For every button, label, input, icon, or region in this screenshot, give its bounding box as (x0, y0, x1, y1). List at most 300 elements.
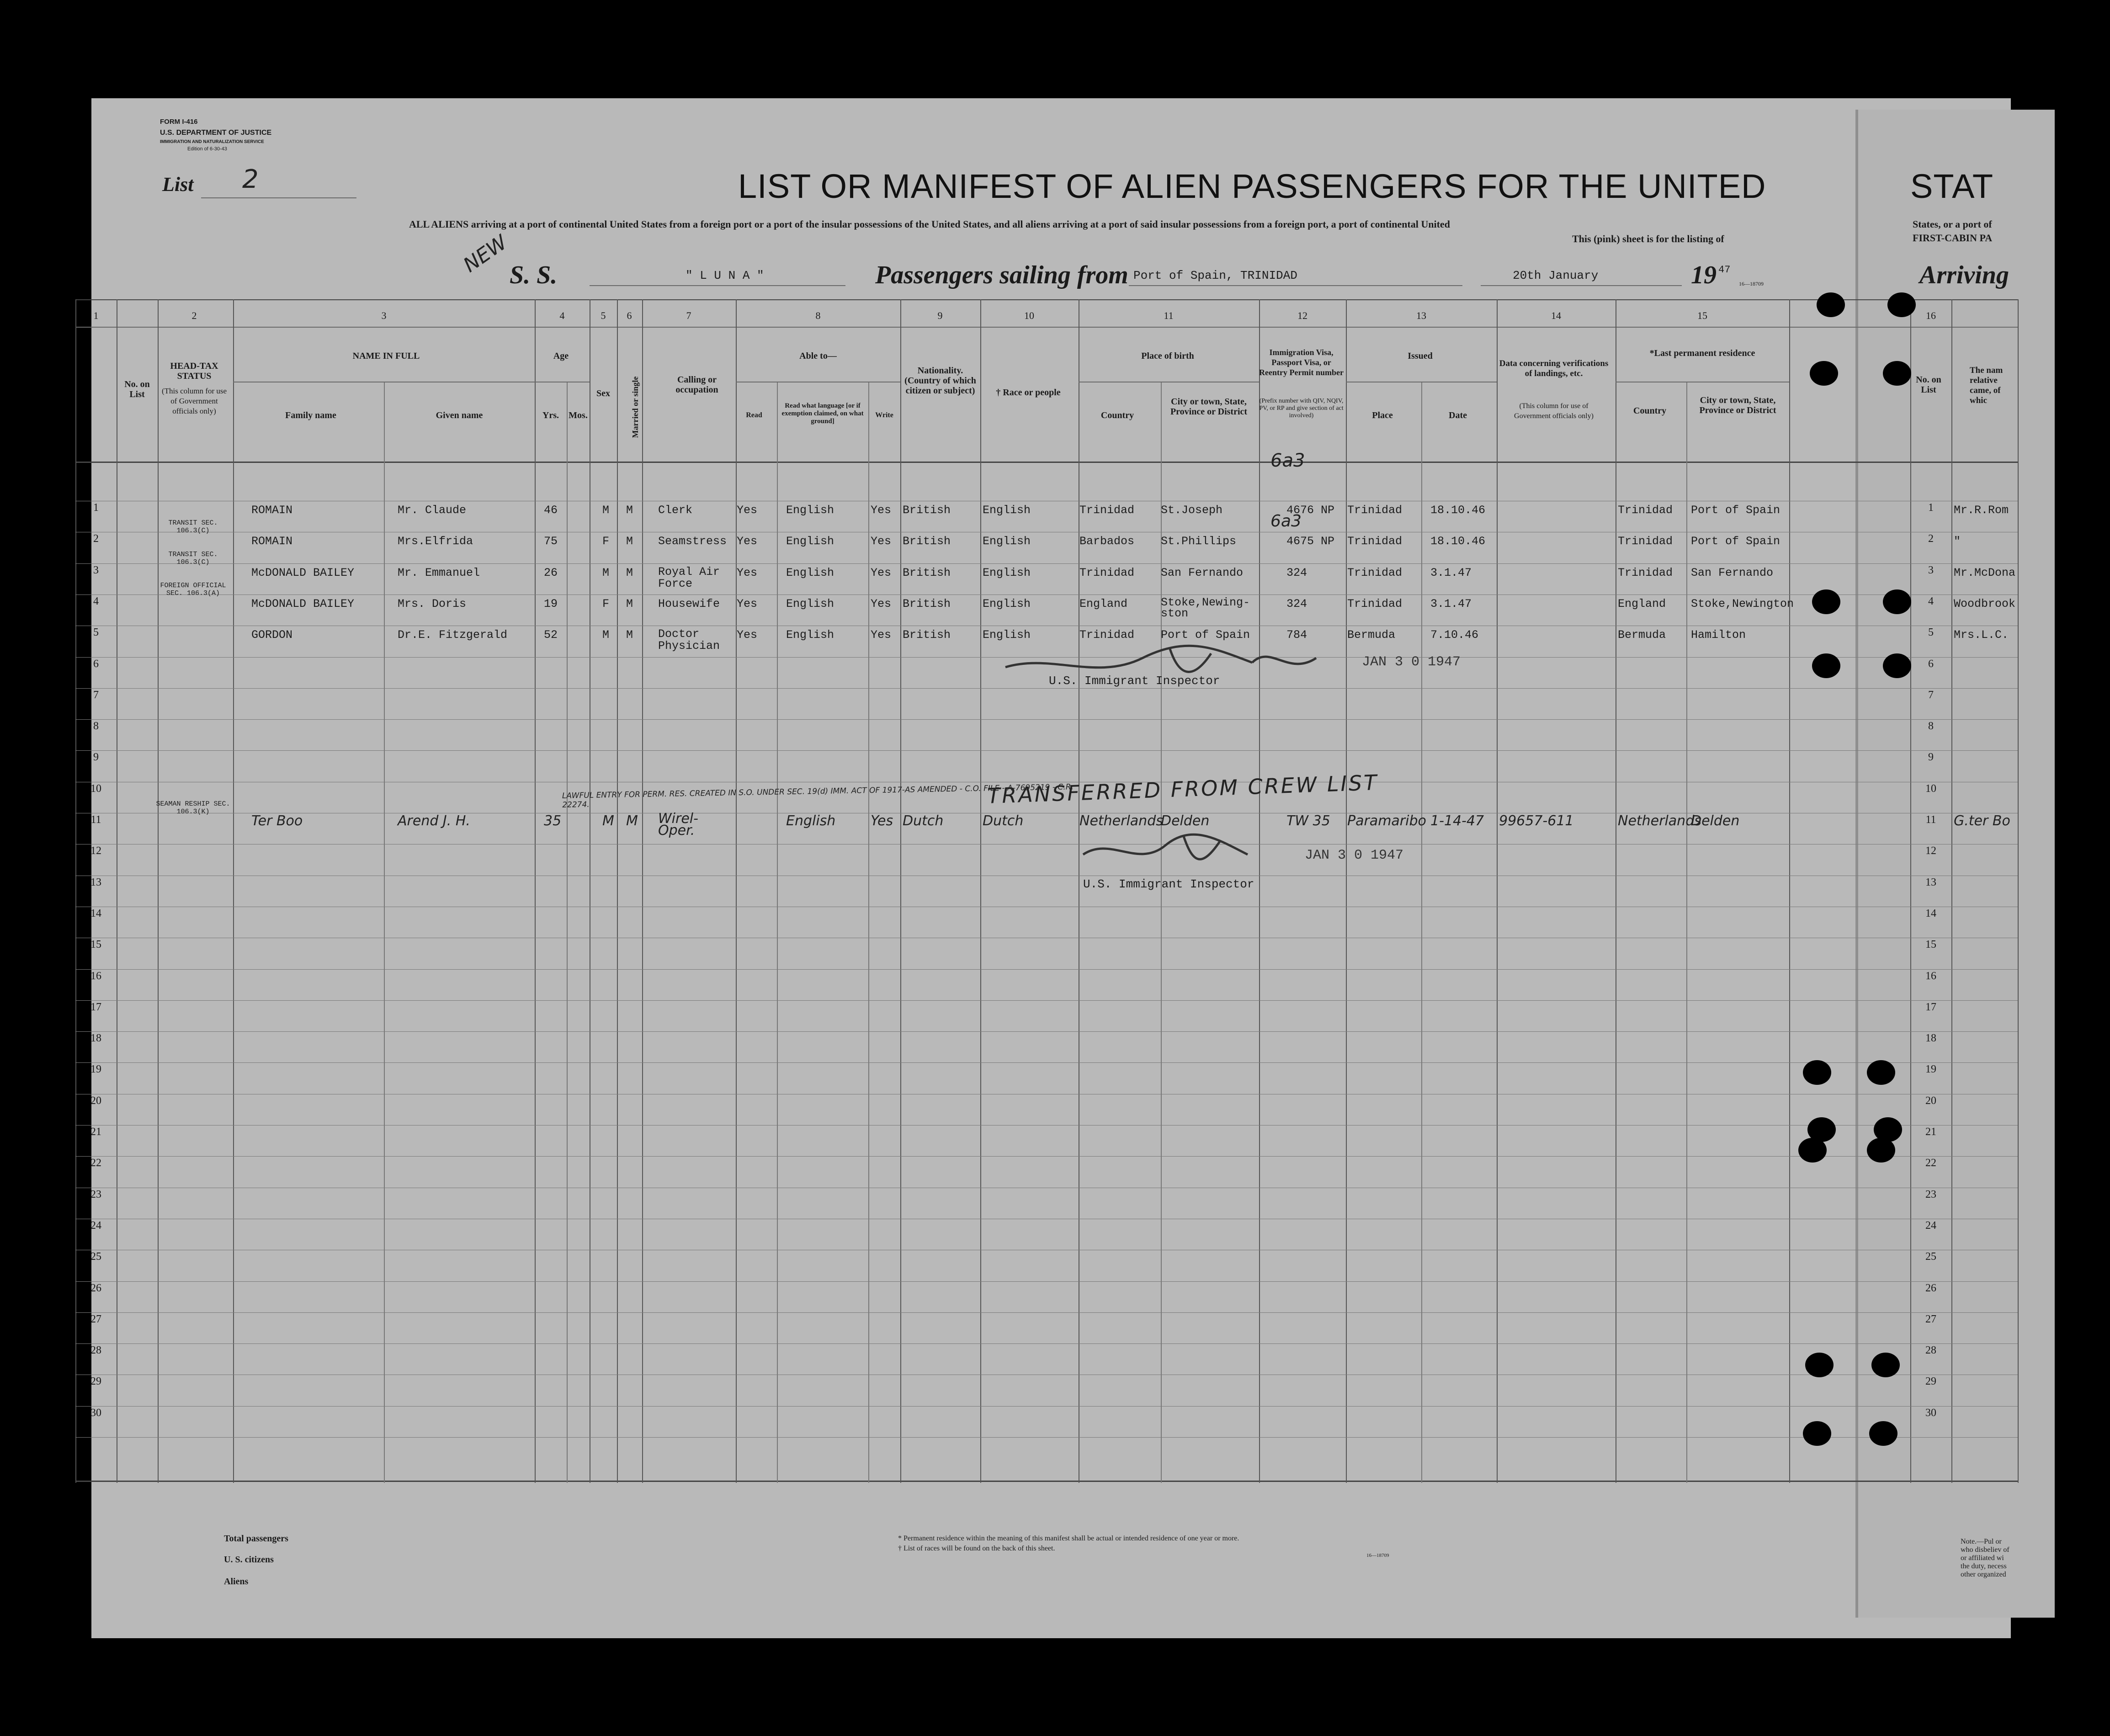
cell-res-country: Bermuda (1618, 628, 1666, 642)
cell-right: " (1954, 535, 1961, 548)
cell-birth-city: Delden (1161, 813, 1210, 829)
cell-sex: M (602, 566, 610, 579)
sailing-date: 20th January (1513, 269, 1599, 282)
cell-nationality: British (903, 535, 951, 548)
column-divider (158, 299, 159, 1483)
cell-occupation: Clerk (658, 504, 693, 517)
cell-nationality: British (903, 566, 951, 579)
row-number: 5 (1928, 626, 1934, 639)
footer-aliens: Aliens (224, 1577, 249, 1587)
header-age: Age (553, 351, 569, 361)
ss-label: S. S. (510, 261, 558, 289)
cell-married: M (626, 597, 633, 611)
inspector-signature-1 (996, 635, 1362, 699)
row-number: 23 (1925, 1188, 1936, 1200)
cell-issued-place: Trinidad (1347, 535, 1403, 548)
column-number: 9 (937, 310, 943, 321)
cell-issued-place: Trinidad (1347, 504, 1403, 517)
row-number: 3 (93, 564, 99, 576)
cell-nationality: Dutch (903, 813, 944, 829)
cell-res-country: Trinidad (1618, 566, 1673, 579)
column-number: 16 (1926, 310, 1936, 321)
punch-hole (1883, 361, 1911, 386)
column-divider (642, 299, 643, 1483)
cell-nationality: British (903, 597, 951, 611)
row-number: 12 (90, 845, 101, 857)
punch-hole (1887, 292, 1916, 317)
cell-age: 75 (544, 535, 558, 548)
cell-occupation: Housewife (658, 597, 720, 611)
cell-visa: 4675 NP (1286, 535, 1335, 548)
cell-language: English (786, 813, 836, 829)
punch-hole (1867, 1138, 1895, 1163)
cell-married: M (626, 566, 633, 579)
header-mos: Mos. (569, 410, 588, 420)
cell-family: McDONALD BAILEY (251, 566, 355, 579)
inspector-label-2: U.S. Immigrant Inspector (1083, 877, 1254, 891)
head-tax-status: FOREIGN OFFICIAL SEC. 106.3(A) (160, 581, 226, 597)
row-number: 4 (93, 595, 99, 607)
header-verifications: Data concerning verifications of landings, etc. (1499, 359, 1609, 378)
row-number: 21 (1925, 1126, 1936, 1138)
punch-hole (1805, 1353, 1834, 1377)
row-number: 28 (1925, 1344, 1936, 1357)
row-line (75, 969, 2018, 970)
cell-write: Yes (871, 628, 892, 642)
row-number: 7 (1928, 689, 1934, 701)
header-issued-date: Date (1449, 410, 1467, 420)
cell-issued-date: 7.10.46 (1430, 628, 1479, 642)
manifest-title-continuation: STAT (1910, 167, 1994, 205)
column-number: 15 (1697, 310, 1707, 321)
header-no-on-list: No. on List (124, 379, 150, 399)
punch-hole (1883, 589, 1911, 614)
header-residence-country: Country (1633, 406, 1667, 416)
row-number: 14 (1925, 907, 1936, 919)
new-mark: NEW (459, 230, 512, 277)
column-divider (1259, 299, 1260, 1483)
sub-column-divider (384, 382, 385, 1483)
cell-write: Yes (871, 504, 892, 517)
column-divider (617, 299, 618, 1483)
punch-hole (1803, 1421, 1831, 1446)
row-number: 29 (90, 1375, 101, 1388)
port-of-departure: Port of Spain, TRINIDAD (1133, 269, 1297, 282)
row-number: 18 (90, 1032, 101, 1045)
header-verifications-note: (This column for use of Government officials only) (1514, 402, 1594, 420)
header-given-name: Given name (436, 410, 483, 420)
row-number: 10 (1925, 782, 1936, 795)
row-number: 2 (93, 533, 99, 545)
column-number: 12 (1297, 310, 1307, 321)
header-able-to: Able to— (799, 351, 837, 361)
cell-res-city: Stoke,Newington (1691, 597, 1794, 611)
row-number: 19 (1925, 1063, 1936, 1076)
cell-issued-date: 18.10.46 (1430, 504, 1486, 517)
row-number: 12 (1925, 845, 1936, 857)
header-issued: Issued (1408, 351, 1433, 361)
column-divider (736, 299, 737, 1483)
cell-birth-city: Stoke,Newing-ston (1161, 595, 1250, 620)
cell-read: Yes (737, 504, 758, 517)
cell-issued-place: Bermuda (1347, 628, 1396, 642)
row-number: 21 (90, 1126, 101, 1138)
cell-age: 35 (544, 813, 562, 829)
ship-name: " L U N A " (686, 269, 764, 282)
row-number: 24 (1925, 1219, 1936, 1232)
punch-hole (1812, 589, 1840, 614)
header-right-partial: The nam relative came, of whic (1970, 366, 2003, 405)
punch-hole (1869, 1421, 1897, 1446)
cell-birth-city: San Fernando (1161, 566, 1244, 579)
cell-birth-country: Trinidad (1079, 504, 1135, 517)
cell-read: Yes (737, 597, 758, 611)
cell-res-city: Port of Spain (1691, 504, 1780, 517)
cell-write: Yes (871, 597, 892, 611)
column-divider (980, 299, 981, 1483)
punch-hole (1867, 1060, 1895, 1085)
row-line (75, 1031, 2018, 1032)
cell-write: Yes (871, 566, 892, 579)
row-line (75, 1406, 2018, 1407)
column-number: 5 (601, 310, 606, 321)
row-line (75, 1437, 2018, 1438)
cell-sex: M (602, 628, 610, 642)
cell-res-country: Trinidad (1618, 535, 1673, 548)
cell-sex: M (602, 813, 614, 829)
header-married: Married or single (631, 376, 640, 438)
punch-hole (1803, 1060, 1831, 1085)
head-tax-status: TRANSIT SEC. 106.3(C) (168, 550, 218, 566)
footer-note-2: † List of races will be found on the back of this sheet. (898, 1545, 1055, 1552)
row-number: 9 (1928, 751, 1934, 764)
footer-us-citizens: U. S. citizens (224, 1555, 274, 1565)
row-number: 29 (1925, 1375, 1936, 1388)
column-number: 1 (93, 310, 99, 321)
row-number: 16 (1925, 970, 1936, 982)
row-line (75, 1343, 2018, 1344)
header-sex: Sex (596, 388, 610, 398)
cell-sex: F (602, 535, 610, 548)
head-tax-status: SEAMAN RESHIP SEC. 106.3(K) (156, 800, 230, 816)
cell-birth-country: Trinidad (1079, 566, 1135, 579)
cell-issued-place: Trinidad (1347, 597, 1403, 611)
punch-hole (1798, 1138, 1827, 1163)
cell-birth-country: Netherlands (1079, 813, 1163, 829)
manifest-sheet (91, 98, 2011, 1638)
row-number: 20 (90, 1094, 101, 1107)
punch-hole (1883, 653, 1911, 678)
cell-read: Yes (737, 566, 758, 579)
footer-note-1: * Permanent residence within the meaning of this manifest shall be actual or intended residence of one year or more. (898, 1534, 1239, 1542)
punch-hole (1812, 653, 1840, 678)
sub-column-divider (1421, 382, 1422, 1483)
row-line (75, 719, 2018, 720)
row-number: 19 (90, 1063, 101, 1076)
inspector-signature-2 (1074, 827, 1302, 882)
cell-family: GORDON (251, 628, 293, 642)
cell-res-city: Hamilton (1691, 628, 1746, 642)
row-line (75, 1000, 2018, 1001)
header-read: Read (746, 411, 762, 419)
arriving-label: Arriving (1919, 261, 2009, 289)
cell-language: English (786, 628, 834, 642)
row-number: 26 (1925, 1282, 1936, 1294)
row-number: 9 (93, 751, 99, 764)
header-visa: Immigration Visa, Passport Visa, or Reentry Permit number (1259, 348, 1344, 377)
footer-form-code: 16—18709 (1366, 1553, 1389, 1558)
row-number: 26 (90, 1282, 101, 1294)
header-issued-place: Place (1372, 410, 1393, 420)
row-line (75, 1281, 2018, 1282)
column-divider (2018, 299, 2019, 1483)
row-number: 8 (1928, 720, 1934, 733)
row-number: 27 (1925, 1313, 1936, 1325)
row-number: 13 (90, 876, 101, 888)
form-code-top: 16—18709 (1739, 281, 1764, 287)
cell-married: M (626, 628, 633, 642)
cell-issued-date: 3.1.47 (1430, 597, 1472, 611)
row-number: 28 (90, 1344, 101, 1357)
row-line (75, 750, 2018, 751)
cell-visa: 324 (1286, 597, 1307, 611)
lawful-entry-note: LAWFUL ENTRY FOR PERM. RES. CREATED IN S.O. UNDER SEC. 19(d) IMM. ACT OF 1917-AS AMENDED - C.O. FILE - A-7695219 - C.R. 22274. (562, 782, 1074, 810)
cell-issued-place: Trinidad (1347, 566, 1403, 579)
cell-language: English (786, 535, 834, 548)
sailing-label: Passengers sailing from (875, 261, 1128, 289)
sub-column-divider (777, 382, 778, 1483)
column-number: 13 (1416, 310, 1426, 321)
edition: Edition of 6-30-43 (187, 146, 227, 152)
cell-race: English (983, 597, 1031, 611)
cell-birth-city: Port of Spain (1161, 628, 1250, 642)
row-number: 6 (1928, 658, 1934, 670)
column-number: 6 (627, 310, 632, 321)
cell-birth-country: Barbados (1079, 535, 1135, 548)
cell-given: Mrs.Elfrida (398, 535, 473, 548)
cell-right: Mr.R.Rom (1954, 504, 2009, 517)
sub-column-divider (868, 382, 869, 1483)
manifest-sheet-continuation (1855, 110, 2055, 1618)
cell-family: Ter Boo (251, 813, 303, 829)
header-last-residence: *Last permanent residence (1649, 348, 1755, 358)
header-nationality: Nationality. (Country of which citizen or subject) (904, 366, 976, 396)
row-number: 18 (1925, 1032, 1936, 1045)
cell-issued-place: Paramaribo (1347, 813, 1426, 829)
cell-occupation: Royal Air Force (658, 565, 720, 590)
row-line (75, 1156, 2018, 1157)
column-divider (233, 299, 234, 1483)
row-number: 22 (1925, 1157, 1936, 1169)
cell-read: Yes (737, 535, 758, 548)
cell-res-city: Delden (1691, 813, 1740, 829)
cell-visa: TW 35 (1286, 813, 1330, 829)
cell-occupation: Wirel-Oper. (658, 811, 698, 839)
cell-right: G.ter Bo (1954, 813, 2010, 829)
row-number: 22 (90, 1157, 101, 1169)
cell-family: ROMAIN (251, 504, 293, 517)
cell-issued-date: 18.10.46 (1430, 535, 1486, 548)
header-read-language: Read what language [or if exemption claimed, on what ground] (781, 402, 864, 425)
year-suffix: 47 (1718, 264, 1731, 276)
row-number: 24 (90, 1219, 101, 1232)
column-divider (535, 299, 536, 1483)
sub-column-divider (567, 382, 568, 1483)
column-divider (900, 299, 901, 1483)
cell-language: English (786, 597, 834, 611)
cell-language: English (786, 566, 834, 579)
header-visa-note: (Prefix number with QIV, NQIV, PV, or RP and give section of act involved) (1259, 398, 1344, 419)
column-divider (1951, 299, 1952, 1483)
cell-family: ROMAIN (251, 535, 293, 548)
cell-age: 26 (544, 566, 558, 579)
row-number: 23 (90, 1188, 101, 1200)
cell-language: English (786, 504, 834, 517)
cell-birth-city: St.Phillips (1161, 535, 1237, 548)
row-number: 15 (90, 939, 101, 951)
instructions-line-2: This (pink) sheet is for the listing of (1572, 233, 1724, 244)
instructions-right-2: FIRST-CABIN PA (1913, 232, 1993, 244)
row-number: 30 (1925, 1407, 1936, 1419)
cell-married: M (626, 535, 633, 548)
header-family-name: Family name (285, 410, 336, 420)
cell-given: Mr. Claude (398, 504, 467, 517)
column-number: 3 (381, 310, 387, 321)
row-number: 8 (93, 720, 99, 733)
cell-married: M (626, 813, 638, 829)
row-number: 25 (1925, 1251, 1936, 1263)
column-number: 2 (191, 310, 197, 321)
row-number: 15 (1925, 939, 1936, 951)
cell-right: Mr.McDona (1954, 566, 2016, 579)
header-birth-city: City or town, State, Province or District (1170, 397, 1248, 417)
dept-line-1: U.S. DEPARTMENT OF JUSTICE (160, 129, 272, 137)
cell-visa: 4676 NP (1286, 504, 1335, 517)
row-number: 1 (1928, 502, 1934, 514)
footer-right-note: Note.—Pul or who disbeliev of or affiliated wi the duty, necess other organized (1961, 1538, 2009, 1578)
manifest-title: LIST OR MANIFEST OF ALIEN PASSENGERS FOR THE UNITED (738, 167, 1766, 205)
cell-issued-date: 3.1.47 (1430, 566, 1472, 579)
cell-birth-country: Trinidad (1079, 628, 1135, 642)
row-line (75, 563, 2018, 564)
cell-right: Woodbrook (1954, 597, 2016, 611)
cell-issued-date: 1-14-47 (1430, 813, 1484, 829)
row-number: 1 (93, 502, 99, 514)
mark-6a3-2: 6a3 (1270, 512, 1302, 531)
row-number: 11 (1925, 814, 1936, 826)
punch-hole (1871, 1353, 1900, 1377)
column-divider (1789, 299, 1790, 1483)
cell-race: English (983, 566, 1031, 579)
footer-total-passengers: Total passengers (224, 1534, 288, 1544)
cell-occupation: Seamstress (658, 535, 727, 548)
row-number: 7 (93, 689, 99, 701)
cell-visa: 784 (1286, 628, 1307, 642)
cell-sex: M (602, 504, 610, 517)
cell-given: Mr. Emmanuel (398, 566, 480, 579)
mark-6a3-1: 6a3 (1270, 450, 1305, 471)
cell-res-city: San Fernando (1691, 566, 1774, 579)
cell-race: English (983, 535, 1031, 548)
inspector-label-1: U.S. Immigrant Inspector (1049, 674, 1220, 688)
row-number: 20 (1925, 1094, 1936, 1107)
row-number: 14 (90, 907, 101, 919)
column-number: 11 (1164, 310, 1174, 321)
cell-race: English (983, 628, 1031, 642)
column-divider (1346, 299, 1347, 1483)
header-write: Write (875, 411, 893, 419)
header-calling: Calling or occupation (675, 375, 718, 395)
column-divider (1910, 299, 1911, 1483)
header-name-in-full: NAME IN FULL (352, 351, 420, 361)
cell-birth-city: St.Joseph (1161, 504, 1223, 517)
cell-visa: 324 (1286, 566, 1307, 579)
row-number: 27 (90, 1313, 101, 1325)
cell-age: 52 (544, 628, 558, 642)
cell-right: Mrs.L.C. (1954, 628, 2009, 642)
row-number: 25 (90, 1251, 101, 1263)
column-number: 10 (1024, 310, 1034, 321)
header-head-tax-note: (This column for use of Government officials only) (161, 387, 227, 415)
sub-column-divider (1686, 382, 1687, 1483)
cell-race: English (983, 504, 1031, 517)
header-no-on-list-right: No. on List (1916, 375, 1941, 395)
column-number: 8 (815, 310, 821, 321)
cell-res-city: Port of Spain (1691, 535, 1780, 548)
row-number: 5 (93, 626, 99, 639)
header-race: † Race or people (996, 388, 1061, 398)
punch-hole (1810, 361, 1838, 386)
stamp-date-1: JAN 3 0 1947 (1362, 654, 1461, 670)
cell-verification: 99657-611 (1499, 813, 1574, 829)
row-number: 6 (93, 658, 99, 670)
head-tax-status: TRANSIT SEC. 106.3(C) (168, 519, 218, 535)
row-line (75, 1312, 2018, 1313)
cell-sex: F (602, 597, 610, 611)
row-number: 16 (90, 970, 101, 982)
cell-family: McDONALD BAILEY (251, 597, 355, 611)
dept-line-2: IMMIGRATION AND NATURALIZATION SERVICE (160, 139, 264, 144)
cell-write: Yes (871, 813, 893, 829)
cell-occupation: Doctor Physician (658, 627, 720, 653)
column-number: 14 (1551, 310, 1561, 321)
instructions-right-1: States, or a port of (1913, 218, 1992, 230)
list-number: 2 (242, 165, 259, 194)
row-number: 30 (90, 1407, 101, 1419)
form-id: FORM I-416 (160, 118, 198, 126)
column-number: 4 (559, 310, 565, 321)
column-divider (1497, 299, 1498, 1483)
row-number: 17 (90, 1001, 101, 1013)
cell-married: M (626, 504, 633, 517)
list-label: List (162, 173, 194, 196)
cell-birth-country: England (1079, 597, 1128, 611)
header-birth-country: Country (1100, 410, 1134, 420)
instructions-line-1: ALL ALIENS arriving at a port of continental United States from a foreign port or a port of the insular possessions of the United States, and all aliens arriving at a port of said insular possessions from a foreign port, a port of continental United (409, 218, 1450, 230)
cell-res-country: Trinidad (1618, 504, 1673, 517)
punch-hole (1817, 292, 1845, 317)
cell-res-country: Netherlands (1618, 813, 1701, 829)
cell-nationality: British (903, 628, 951, 642)
row-number: 13 (1925, 876, 1936, 888)
row-number: 11 (90, 814, 101, 826)
row-number: 10 (90, 782, 101, 795)
cell-given: Dr.E. Fitzgerald (398, 628, 508, 642)
header-residence-city: City or town, State, Province or District (1699, 395, 1776, 415)
cell-nationality: British (903, 504, 951, 517)
row-number: 3 (1928, 564, 1934, 576)
transferred-note: TRANSFERRED FROM CREW LIST (987, 770, 1379, 808)
